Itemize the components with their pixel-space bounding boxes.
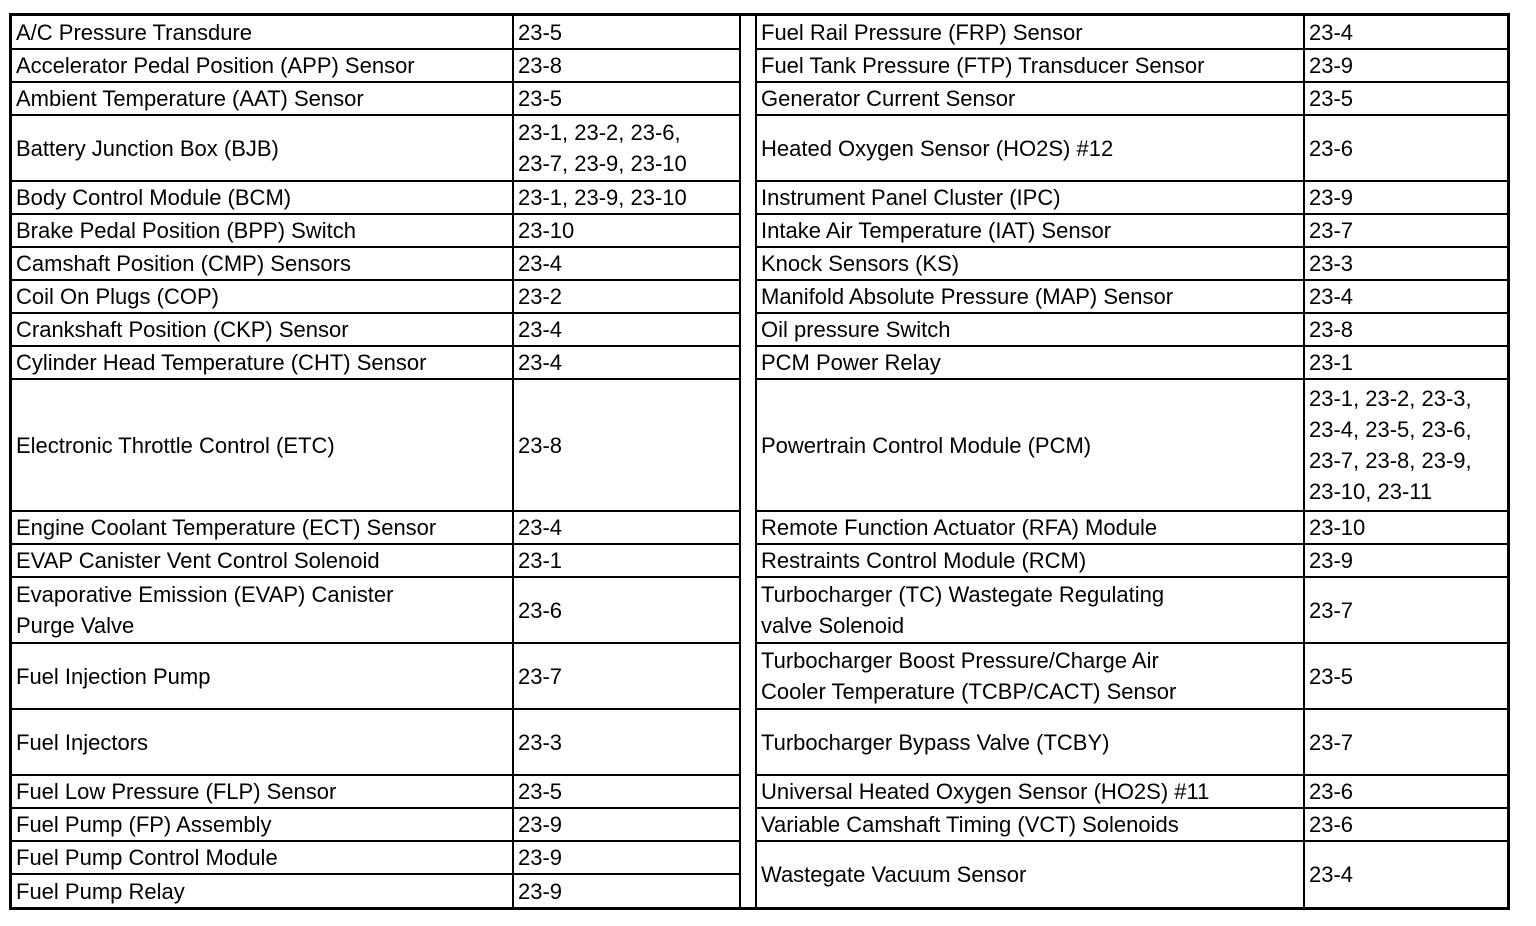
index-row	[12, 643, 739, 709]
component-name-cell: Universal Heated Oxygen Sensor (HO2S) #11	[757, 775, 1304, 808]
index-row	[12, 247, 739, 280]
page-reference-cell: 23-7	[513, 643, 739, 709]
index-row	[12, 511, 739, 544]
component-name-cell: Turbocharger (TC) Wastegate Regulating valve Solenoid	[757, 577, 1304, 643]
component-name-cell: Ambient Temperature (AAT) Sensor	[12, 82, 513, 115]
column-separator	[739, 16, 757, 907]
index-row	[757, 346, 1507, 379]
component-name-cell: Body Control Module (BCM)	[12, 181, 513, 214]
index-row	[12, 808, 739, 841]
index-row	[12, 280, 739, 313]
page-reference-cell: 23-9	[513, 808, 739, 841]
page-reference-cell: 23-5	[1304, 643, 1507, 709]
page-reference-cell: 23-8	[513, 49, 739, 82]
component-name-cell: A/C Pressure Transdure	[12, 16, 513, 49]
index-row	[757, 82, 1507, 115]
index-row	[12, 115, 739, 181]
index-row	[12, 841, 739, 874]
component-name-cell: Generator Current Sensor	[757, 82, 1304, 115]
right-index-table	[757, 16, 1507, 907]
page-reference-cell: 23-7	[1304, 709, 1507, 775]
component-name-cell: Fuel Injection Pump	[12, 643, 513, 709]
page-reference-cell: 23-10	[1304, 511, 1507, 544]
component-name-cell: Knock Sensors (KS)	[757, 247, 1304, 280]
page-reference-cell: 23-8	[1304, 313, 1507, 346]
page-reference-cell: 23-6	[1304, 775, 1507, 808]
left-index-body	[12, 16, 739, 907]
page-reference-cell: 23-6	[1304, 808, 1507, 841]
component-name-cell: Evaporative Emission (EVAP) Canister Purge Valve	[12, 577, 513, 643]
component-name-cell: EVAP Canister Vent Control Solenoid	[12, 544, 513, 577]
page-reference-cell: 23-9	[1304, 181, 1507, 214]
page-reference-cell: 23-2	[513, 280, 739, 313]
page-reference-cell: 23-9	[1304, 544, 1507, 577]
index-row	[757, 313, 1507, 346]
component-name-cell: Crankshaft Position (CKP) Sensor	[12, 313, 513, 346]
right-index-body	[757, 16, 1507, 907]
page-reference-cell: 23-5	[513, 775, 739, 808]
component-name-cell: Accelerator Pedal Position (APP) Sensor	[12, 49, 513, 82]
component-name-cell: Remote Function Actuator (RFA) Module	[757, 511, 1304, 544]
index-row	[757, 775, 1507, 808]
index-row	[757, 643, 1507, 709]
index-row	[12, 775, 739, 808]
page-reference-cell: 23-1, 23-9, 23-10	[513, 181, 739, 214]
component-name-cell: Camshaft Position (CMP) Sensors	[12, 247, 513, 280]
component-name-cell: Fuel Rail Pressure (FRP) Sensor	[757, 16, 1304, 49]
page-reference-cell: 23-4	[513, 313, 739, 346]
index-row	[12, 874, 739, 907]
index-row	[757, 49, 1507, 82]
index-row	[12, 16, 739, 49]
component-name-cell: Restraints Control Module (RCM)	[757, 544, 1304, 577]
index-row	[12, 577, 739, 643]
component-name-cell: Instrument Panel Cluster (IPC)	[757, 181, 1304, 214]
index-row	[757, 115, 1507, 181]
index-row	[12, 709, 739, 775]
page-reference-cell: 23-10	[513, 214, 739, 247]
component-name-cell: Battery Junction Box (BJB)	[12, 115, 513, 181]
index-row	[757, 247, 1507, 280]
page-reference-cell: 23-4	[1304, 280, 1507, 313]
component-name-cell: Turbocharger Boost Pressure/Charge Air Cooler Temperature (TCBP/CACT) Sensor	[757, 643, 1304, 709]
page-reference-cell: 23-1, 23-2, 23-6, 23-7, 23-9, 23-10	[513, 115, 739, 181]
index-row	[757, 280, 1507, 313]
page-reference-cell: 23-7	[1304, 577, 1507, 643]
page-reference-cell: 23-1, 23-2, 23-3, 23-4, 23-5, 23-6, 23-7, 23-8, 23-9, 23-10, 23-11	[1304, 379, 1507, 511]
component-name-cell: Fuel Pump (FP) Assembly	[12, 808, 513, 841]
index-row	[12, 82, 739, 115]
component-name-cell: Fuel Pump Control Module	[12, 841, 513, 874]
component-name-cell: Powertrain Control Module (PCM)	[757, 379, 1304, 511]
component-name-cell: Turbocharger Bypass Valve (TCBY)	[757, 709, 1304, 775]
component-name-cell: Engine Coolant Temperature (ECT) Sensor	[12, 511, 513, 544]
component-name-cell: Oil pressure Switch	[757, 313, 1304, 346]
index-row	[757, 511, 1507, 544]
page-reference-cell: 23-4	[1304, 16, 1507, 49]
component-name-cell: Wastegate Vacuum Sensor	[757, 841, 1304, 907]
page-reference-cell: 23-6	[1304, 115, 1507, 181]
page-reference-cell: 23-3	[1304, 247, 1507, 280]
index-row	[757, 841, 1507, 907]
page-reference-cell: 23-1	[513, 544, 739, 577]
index-row	[757, 544, 1507, 577]
component-name-cell: Fuel Low Pressure (FLP) Sensor	[12, 775, 513, 808]
page-reference-cell: 23-9	[513, 874, 739, 907]
index-row	[757, 577, 1507, 643]
component-location-index	[9, 13, 1510, 910]
page-reference-cell: 23-5	[513, 16, 739, 49]
component-name-cell: Fuel Pump Relay	[12, 874, 513, 907]
index-row	[757, 16, 1507, 49]
component-name-cell: Fuel Injectors	[12, 709, 513, 775]
index-row	[757, 808, 1507, 841]
page-reference-cell: 23-5	[513, 82, 739, 115]
index-row	[12, 379, 739, 511]
page-reference-cell: 23-4	[1304, 841, 1507, 907]
index-row	[12, 49, 739, 82]
component-name-cell: Intake Air Temperature (IAT) Sensor	[757, 214, 1304, 247]
index-row	[12, 313, 739, 346]
index-row	[757, 709, 1507, 775]
page-reference-cell: 23-9	[513, 841, 739, 874]
component-name-cell: Electronic Throttle Control (ETC)	[12, 379, 513, 511]
page-reference-cell: 23-7	[1304, 214, 1507, 247]
component-name-cell: Coil On Plugs (COP)	[12, 280, 513, 313]
index-row	[12, 181, 739, 214]
index-row	[757, 181, 1507, 214]
left-index-table	[12, 16, 739, 907]
page-reference-cell: 23-8	[513, 379, 739, 511]
page-reference-cell: 23-3	[513, 709, 739, 775]
component-name-cell: PCM Power Relay	[757, 346, 1304, 379]
component-name-cell: Brake Pedal Position (BPP) Switch	[12, 214, 513, 247]
index-row	[12, 544, 739, 577]
page-reference-cell: 23-6	[513, 577, 739, 643]
page-reference-cell: 23-4	[513, 247, 739, 280]
component-name-cell: Fuel Tank Pressure (FTP) Transducer Sensor	[757, 49, 1304, 82]
index-row	[12, 346, 739, 379]
page-reference-cell: 23-4	[513, 346, 739, 379]
component-name-cell: Variable Camshaft Timing (VCT) Solenoids	[757, 808, 1304, 841]
component-name-cell: Manifold Absolute Pressure (MAP) Sensor	[757, 280, 1304, 313]
component-name-cell: Heated Oxygen Sensor (HO2S) #12	[757, 115, 1304, 181]
index-row	[12, 214, 739, 247]
page-reference-cell: 23-5	[1304, 82, 1507, 115]
page-reference-cell: 23-9	[1304, 49, 1507, 82]
component-name-cell: Cylinder Head Temperature (CHT) Sensor	[12, 346, 513, 379]
index-row	[757, 379, 1507, 511]
page-reference-cell: 23-4	[513, 511, 739, 544]
index-row	[757, 214, 1507, 247]
page-reference-cell: 23-1	[1304, 346, 1507, 379]
